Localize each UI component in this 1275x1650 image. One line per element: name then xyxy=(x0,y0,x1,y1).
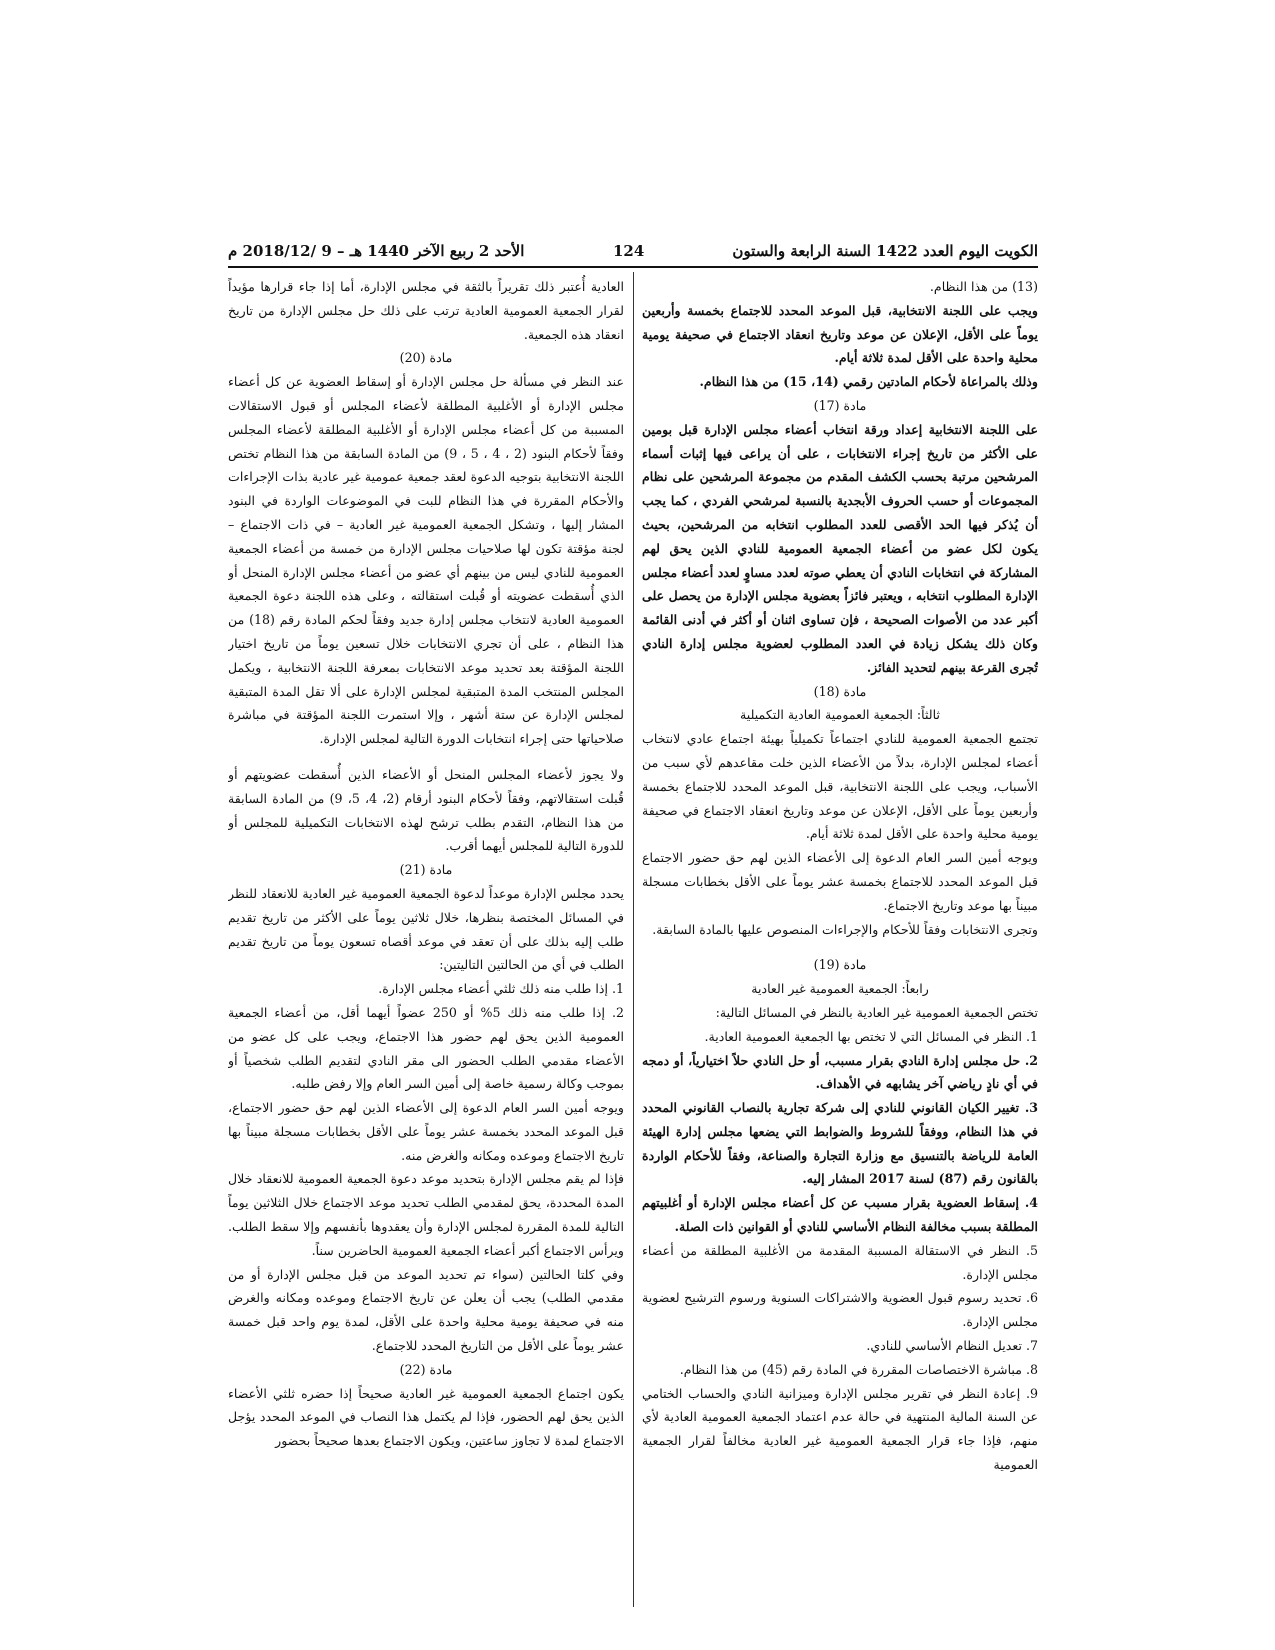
issue-date: الأحد 2 ربيع الآخر 1440 هـ – 9 /2018/12 م xyxy=(228,242,525,260)
article-heading: رابعاً: الجمعية العمومية غير العادية xyxy=(751,981,929,997)
paragraph: 1. إذا طلب منه ذلك ثلثي أعضاء مجلس الإدارة. xyxy=(378,981,624,997)
paragraph: ويجب على اللجنة الانتخابية، قبل الموعد المحدد للاجتماع بخمسة وأربعين يوماً على الأقل، الإعلان عن موعد وتاريخ انعقاد الاجتماع في صحيفة يومية محلية واحدة على الأقل لمدة ثلاثة أيام. xyxy=(642,302,1038,366)
paragraph: (13) من هذا النظام. xyxy=(929,279,1038,294)
article-heading: مادة (22) xyxy=(399,1361,453,1377)
paragraph: 8. مباشرة الاختصاصات المقررة في المادة رقم (45) من هذا النظام. xyxy=(679,1361,1038,1377)
article-heading: مادة (20) xyxy=(399,350,453,366)
article-heading: مادة (21) xyxy=(399,862,453,878)
paragraph: ويوجه أمين السر العام الدعوة إلى الأعضاء الذين لهم حق حضور الاجتماع قبل الموعد المحدد للاجتماع بخمسة عشر يوماً على الأقل بخطابات مسجلة مبيناً بها موعد وتاريخ الاجتماع. xyxy=(642,850,1038,913)
article-heading: مادة (17) xyxy=(813,397,867,413)
paragraph: تجتمع الجمعية العمومية للنادي اجتماعاً تكميلياً بهيئة اجتماع عادي لانتخاب أعضاء لمجلس الإدارة، بدلاً من الأعضاء الذين خلت مقاعدهم لأي سبب من الأسباب، ويجب على اللجنة الانتخابية، قبل الموعد المحدد للاجتماع بخمسة وأربعين يوماً على الأقل، الإعلان عن موعد وتاريخ انعقاد الاجتماع في صحيفة يومية محلية واحدة على الأقل لمدة ثلاثة أيام. xyxy=(642,731,1038,842)
paragraph: 1. النظر في المسائل التي لا تختص بها الجمعية العمومية العادية. xyxy=(704,1028,1038,1044)
paragraph: 7. تعديل النظام الأساسي للنادي. xyxy=(866,1338,1038,1354)
article-heading: مادة (18) xyxy=(813,683,867,699)
paragraph: وتجرى الانتخابات وفقاً للأحكام والإجراءات المنصوص عليها بالمادة السابقة. xyxy=(652,921,1038,937)
right-text-column xyxy=(642,275,1038,1610)
paragraph-spacer xyxy=(642,941,1038,953)
gazette-issue-info: الكويت اليوم العدد 1422 السنة الرابعة والستون xyxy=(732,242,1038,260)
left-text-column xyxy=(228,275,624,1610)
paragraph: تختص الجمعية العمومية غير العادية بالنظر في المسائل التالية: xyxy=(715,1004,1038,1020)
paragraph: ولا يجوز لأعضاء المجلس المنحل أو الأعضاء الذين أُسقطت عضويتهم أو قُبلت استقالاتهم، وفقاً لأحكام البنود أرقام (2، 4، 5، 9) من المادة السابقة من هذا النظام، التقدم بطلب ترشح لهذه الانتخابات التكميلية للمجلس أو للدورة التالية للمجلس أيهما أقرب. xyxy=(228,766,624,854)
paragraph: 9. إعادة النظر في تقرير مجلس الإدارة وميزانية النادي والحساب الختامي عن السنة المالية المنتهية في حالة عدم اعتماد الجمعية العمومية العادية لأي منهم، فإذا جاء قرار الجمعية العمومية غير العادية مخالفاً لقرار الجمعية العمومية xyxy=(642,1385,1038,1473)
paragraph: يكون اجتماع الجمعية العمومية غير العادية صحيحاً إذا حضره ثلثي الأعضاء الذين يحق لهم الحضور، فإذا لم يكتمل هذا النصاب في الموعد المحدد يؤجل الاجتماع لمدة لا تجاوز ساعتين، ويكون الاجتماع بعدها صحيحاً بحضور xyxy=(228,1385,624,1449)
paragraph: يحدد مجلس الإدارة موعداً لدعوة الجمعية العمومية غير العادية للانعقاد للنظر في المسائل المختصة بنظرها، خلال ثلاثين يوماً على الأكثر من تاريخ تقديم طلب إليه بذلك على أن تعقد في موعد أقصاه تسعون يوماً من تاريخ تقديم الطلب في أي من الحالتين التاليتين: xyxy=(228,885,624,973)
paragraph-spacer xyxy=(228,751,624,763)
paragraph: 2. حل مجلس إدارة النادي بقرار مسبب، أو حل النادي حلاً اختيارياً، أو دمجه في أي نادٍ رياضي آخر يشابهه في الأهداف. xyxy=(642,1052,1038,1092)
page-number: 124 xyxy=(613,242,645,260)
article-heading: مادة (19) xyxy=(813,957,867,973)
paragraph: فإذا لم يقم مجلس الإدارة بتحديد موعد دعوة الجمعية العمومية للانعقاد خلال المدة المحددة، يحق لمقدمي الطلب تحديد موعد الاجتماع خلال الثلاثين يوماً التالية للمدة المقررة لمجلس الإدارة وأن يعقدوها بأنفسهم وإلا سقط الطلب. ويرأس الاجتماع أكبر أعضاء الجمعية العمومية الحاضرين سناً. xyxy=(228,1171,624,1258)
paragraph: العادية أُعتبر ذلك تقريراً بالثقة في مجلس الإدارة، أما إذا جاء قرارها مؤيداً لقرار الجمعية العمومية العادية ترتب على ذلك حل مجلس الإدارة من تاريخ انعقاد هذه الجمعية. xyxy=(228,279,624,342)
column-divider xyxy=(633,272,634,1607)
article-heading: ثالثاً: الجمعية العمومية العادية التكميلية xyxy=(740,707,940,723)
paragraph: عند النظر في مسألة حل مجلس الإدارة أو إسقاط العضوية عن كل أعضاء مجلس الإدارة أو الأغلبية المطلقة لأعضاء المجلس أو قبول الاستقالات المسببة من كل أعضاء مجلس الإدارة أو الأغلبية المطلقة لأعضاء المجلس وفقاً لأحكام البنود (2 ، 4 ، 5 ، 9) من المادة السابقة من هذا النظام تختص اللجنة الانتخابية بتوجيه الدعوة لعقد جمعية عمومية غير عادية بذات الإجراءات والأحكام المقررة في هذا النظام للبت في الموضوعات الواردة في البنود المشار إليها ، وتشكل الجمعية العمومية غير العادية – في ذات الاجتماع – لجنة مؤقتة تكون لها صلاحيات مجلس الإدارة من خمسة من أعضاء الجمعية العمومية للنادي ليس من بينهم أي عضو من أعضاء مجلس الإدارة المنحل أو الذي أُسقطت عضويته أو قُبلت استقالته ، وعلى هذه اللجنة دعوة الجمعية العمومية العادية لانتخاب مجلس إدارة جديد وفقاً لحكم المادة رقم (18) من هذا النظام ، على أن تجري الانتخابات خلال تسعين يوماً من تاريخ اختيار اللجنة المؤقتة بعد تحديد موعد الانتخابات بمعرفة اللجنة الانتخابية ، ويكمل المجلس المنتخب المدة المتبقية لمجلس الإدارة على ألا تقل المدة المتبقية لمجلس الإدارة عن ستة أشهر ، وإلا استمرت اللجنة المؤقتة في مباشرة صلاحياتها حتى إجراء انتخابات الدورة التالية لمجلس الإدارة. xyxy=(228,374,624,747)
paragraph: 4. إسقاط العضوية بقرار مسبب عن كل أعضاء مجلس الإدارة أو أغلبيتهم المطلقة بسبب مخالفة النظام الأساسي للنادي أو القوانين ذات الصلة. xyxy=(642,1195,1038,1235)
paragraph: وفي كلتا الحالتين (سواء تم تحديد الموعد من قبل مجلس الإدارة أو من مقدمي الطلب) يجب أن يعلن عن تاريخ الاجتماع وموعده ومكانه والغرض منه في صحيفة يومية محلية واحدة على الأقل، لمدة يوم واحد قبل خمسة عشر يوماً على الأقل من التاريخ المحدد للاجتماع. xyxy=(228,1266,624,1354)
paragraph: على اللجنة الانتخابية إعداد ورقة انتخاب أعضاء مجلس الإدارة قبل بومين على الأكثر من تاريخ إجراء الانتخابات ، على أن يراعى فيها إثبات أسماء المرشحين مرتبة بحسب الكشف المقدم من مجموعة المرشحين على نظام المجموعات أو حسب الحروف الأبجدية بالنسبة لمرشحي الفردي ، كما يجب أن يُذكر فيها الحد الأقصى للعدد المطلوب انتخابه من المرشحين، بحيث يكون لكل عضو من أعضاء الجمعية العمومية للنادي الذين يحق لهم المشاركة في انتخابات النادي أن يعطي صوته لعدد مساوٍ لعدد أعضاء مجلس الإدارة المطلوب انتخابه ، ويعتبر فائزاً بعضوية مجلس الإدارة من يحصل على أكبر عدد من الأصوات الصحيحة ، فإن تساوى اثنان أو أكثر في أدنى القائمة وكان ذلك يشكل زيادة في العدد المطلوب لعضوية مجلس إدارة النادي تُجرى القرعة بينهم لتحديد الفائز. xyxy=(642,421,1038,675)
paragraph: 2. إذا طلب منه ذلك 5% أو 250 عضواً أيهما أقل، من أعضاء الجمعية العمومية الذين يحق لهم حضور هذا الاجتماع، ويجب على كل عضو من الأعضاء مقدمي الطلب الحضور الى مقر النادي لتقديم الطلب شخصياً أو بموجب وكالة رسمية خاصة إلى أمين السر العام وإلا رفض طلبه. xyxy=(228,1004,624,1092)
paragraph: 5. النظر في الاستقالة المسببة المقدمة من الأغلبية المطلقة من أعضاء مجلس الإدارة. xyxy=(642,1242,1038,1282)
paragraph: ويوجه أمين السر العام الدعوة إلى الأعضاء الذين لهم حق حضور الاجتماع، قبل الموعد المحدد بخمسة عشر يوماً على الأقل بخطابات مسجلة مبيناً بها تاريخ الاجتماع وموعده ومكانه والغرض منه. xyxy=(228,1100,624,1163)
paragraph: 3. تغيير الكيان القانوني للنادي إلى شركة تجارية بالنصاب القانوني المحدد في هذا النظام، ووفقاً للشروط والضوابط التي يضعها مجلس إدارة الهيئة العامة للرياضة بالتنسيق مع وزارة التجارة والصناعة، وفقاً للأحكام الواردة بالقانون رقم (87) لسنة 2017 المشار إليه. xyxy=(642,1100,1038,1187)
paragraph: وذلك بالمراعاة لأحكام المادتين رقمي (14، 15) من هذا النظام. xyxy=(699,374,1038,390)
paragraph: 6. تحديد رسوم قبول العضوية والاشتراكات السنوية ورسوم الترشيح لعضوية مجلس الإدارة. xyxy=(642,1290,1038,1330)
page-header xyxy=(228,240,1038,268)
